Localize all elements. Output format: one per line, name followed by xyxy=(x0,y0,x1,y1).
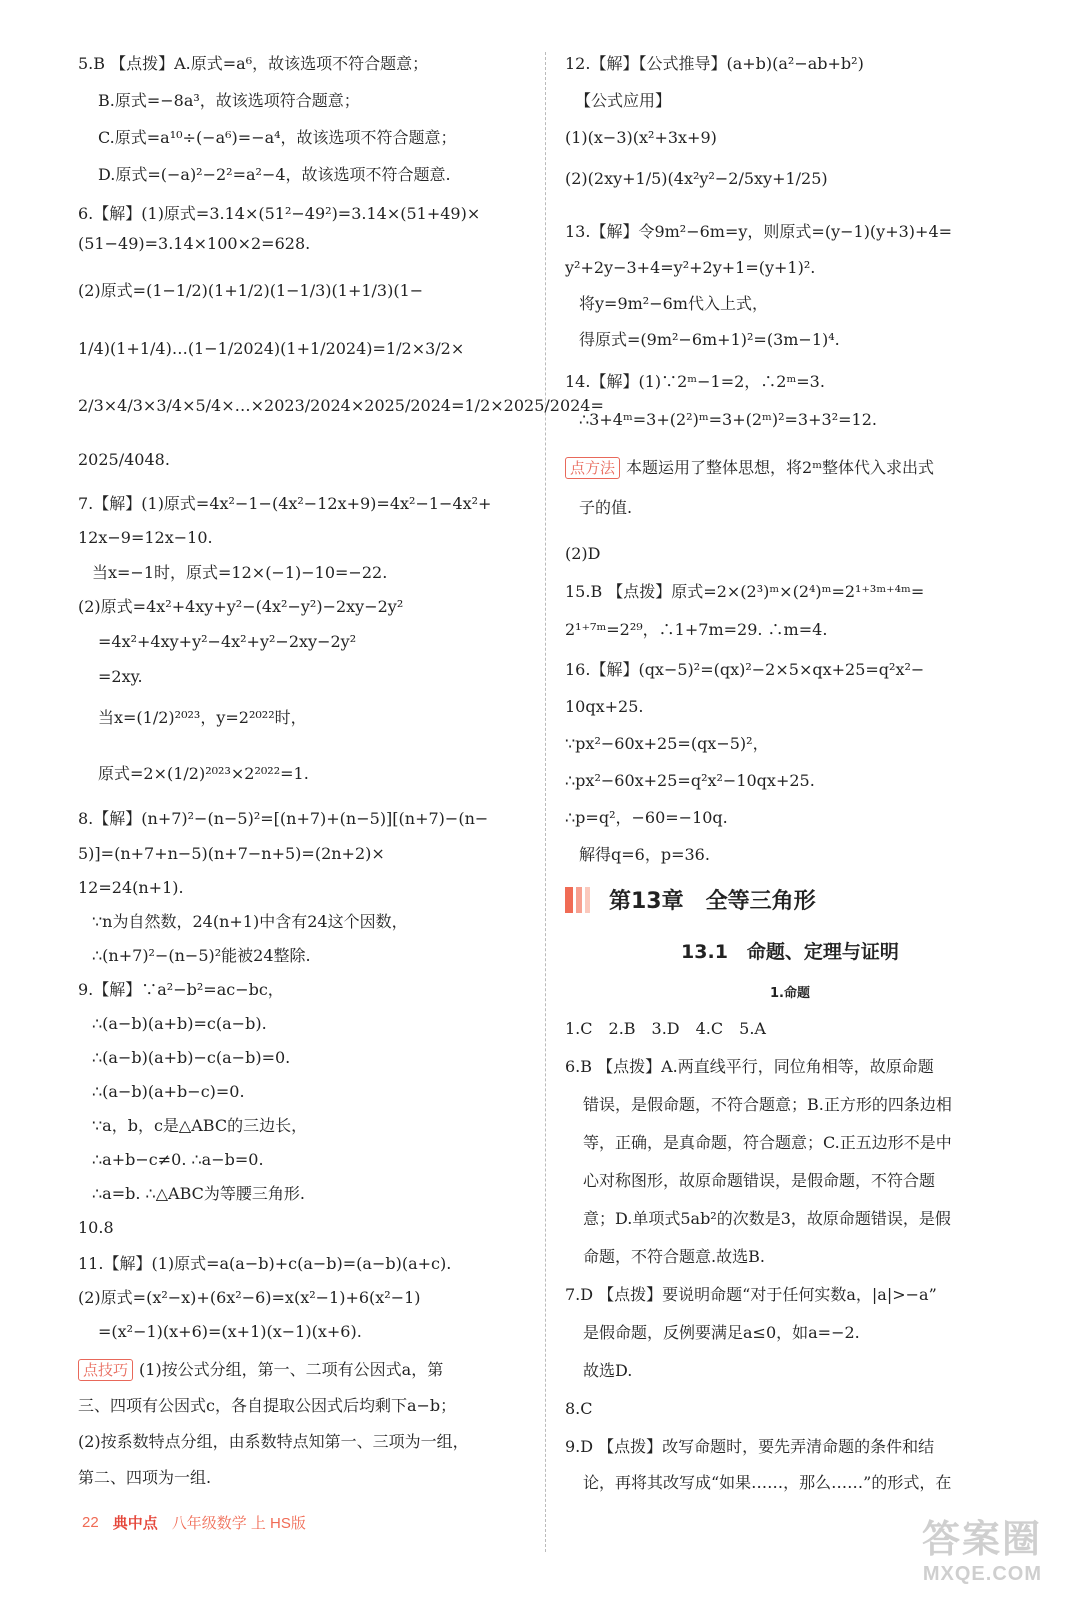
answer-line: 14.【解】(1)∵2ᵐ−1=2，∴2ᵐ=3. xyxy=(565,372,825,391)
answer-line: 13.【解】令9m²−6m=y，则原式=(y−1)(y+3)+4= xyxy=(565,222,953,241)
watermark-url: MXQE.COM xyxy=(922,1563,1042,1585)
answer-line: 5)]=(n+7+n−5)(n+7−n+5)=(2n+2)× xyxy=(78,844,385,863)
answer-line: 当x=(1/2)²⁰²³，y=2²⁰²²时， xyxy=(98,708,307,727)
chapter-title: 第13章 全等三角形 xyxy=(609,889,816,914)
watermark-title: 答案圈 xyxy=(921,1519,1042,1561)
answer-line: C.原式=a¹⁰÷(−a⁶)=−a⁴，故该选项不符合题意； xyxy=(98,128,457,147)
answer-line: =(x²−1)(x+6)=(x+1)(x−1)(x+6). xyxy=(98,1322,362,1341)
answer-line: 是假命题，反例要满足a≤0，如a=−2. xyxy=(583,1323,860,1342)
answer-line: 命题，不符合题意.故选B. xyxy=(583,1247,765,1266)
answer-line: 原式=2×(1/2)²⁰²³×2²⁰²²=1. xyxy=(98,764,309,783)
answer-line: (2)(2xy+1/5)(4x²y²−2/5xy+1/25) xyxy=(565,169,828,188)
answer-line xyxy=(565,456,934,480)
answer-line: 1.C 2.B 3.D 4.C 5.A xyxy=(565,1019,766,1038)
answer-line: 11.【解】(1)原式=a(a−b)+c(a−b)=(a−b)(a+c). xyxy=(78,1254,452,1273)
answer-line: 10.8 xyxy=(78,1218,114,1237)
chapter-marker-icon xyxy=(565,887,595,913)
answer-line: ∴a=b. ∴△ABC为等腰三角形. xyxy=(92,1184,305,1203)
answer-line: (2)原式=(x²−x)+(6x²−6)=x(x²−1)+6(x²−1) xyxy=(78,1288,421,1307)
answer-line: ∴3+4ᵐ=3+(2²)ᵐ=3+(2ᵐ)²=3+3²=12. xyxy=(579,410,877,429)
answer-line: ∴px²−60x+25=q²x²−10qx+25. xyxy=(565,771,815,790)
section-title: 13.1 命题、定理与证明 xyxy=(681,941,899,963)
tip-text: 本题运用了整体思想，将2ᵐ整体代入求出式 xyxy=(626,458,935,477)
answer-line: 9.D 【点拨】改写命题时，要先弄清命题的条件和结 xyxy=(565,1437,935,1456)
answer-line: 2¹⁺⁷ᵐ=2²⁹，∴1+7m=29. ∴m=4. xyxy=(565,620,828,639)
answer-line: 12x−9=12x−10. xyxy=(78,528,213,547)
answer-line: 6.B 【点拨】A.两直线平行，同位角相等，故原命题 xyxy=(565,1057,934,1076)
answer-line: B.原式=−8a³，故该选项符合题意； xyxy=(98,91,360,110)
answer-line: 心对称图形，故原命题错误，是假命题，不符合题 xyxy=(583,1171,936,1190)
answer-line: ∴(n+7)²−(n−5)²能被24整除. xyxy=(92,946,311,965)
answer-line: 9.【解】∵a²−b²=ac−bc， xyxy=(78,980,284,999)
chapter-heading xyxy=(565,884,1015,915)
watermark xyxy=(922,1508,1042,1586)
tip-text: (1)按公式分组，第一、二项有公因式a，第 xyxy=(139,1360,444,1379)
answer-line xyxy=(78,1358,443,1382)
answer-line: ∴(a−b)(a+b−c)=0. xyxy=(92,1082,245,1101)
answer-line: 论，再将其改写成“如果……，那么……”的形式，在 xyxy=(583,1473,952,1492)
answer-line: 7.【解】(1)原式=4x²−1−(4x²−12x+9)=4x²−1−4x²+ xyxy=(78,494,492,513)
answer-line: ∵a，b，c是△ABC的三边长， xyxy=(92,1116,308,1135)
answer-line: 故选D. xyxy=(583,1361,633,1380)
page-number: 22 xyxy=(82,1514,99,1531)
answer-line: 2/3×4/3×3/4×5/4×…×2023/2024×2025/2024=1/2×2025/2024= xyxy=(78,396,604,415)
answer-line: 8.【解】(n+7)²−(n−5)²=[(n+7)+(n−5)][(n+7)−(n− xyxy=(78,809,489,828)
answer-line: (1)(x−3)(x²+3x+9) xyxy=(565,128,717,147)
answer-line: 6.【解】(1)原式=3.14×(51²−49²)=3.14×(51+49)× xyxy=(78,204,481,223)
answer-line: ∴(a−b)(a+b)=c(a−b). xyxy=(92,1014,267,1033)
answer-line: 当x=−1时，原式=12×(−1)−10=−22. xyxy=(92,563,388,582)
answer-line: ∵n为自然数，24(n+1)中含有24这个因数， xyxy=(92,912,408,931)
tip-badge: 点方法 xyxy=(565,457,620,479)
answer-line: 三、四项有公因式c，各自提取公因式后均剩下a−b； xyxy=(78,1396,457,1415)
answer-line: 7.D 【点拨】要说明命题“对于任何实数a，|a|>−a” xyxy=(565,1285,937,1304)
answer-line: ∵px²−60x+25=(qx−5)²， xyxy=(565,734,769,753)
tip-badge: 点技巧 xyxy=(78,1359,133,1381)
answer-line: 1/4)(1+1/4)…(1−1/2024)(1+1/2024)=1/2×3/2× xyxy=(78,339,465,358)
answer-line: 等，正确，是真命题，符合题意；C.正五边形不是中 xyxy=(583,1133,952,1152)
answer-line: D.原式=(−a)²−2²=a²−4，故该选项不符合题意. xyxy=(98,165,451,184)
answer-line: 得原式=(9m²−6m+1)²=(3m−1)⁴. xyxy=(579,330,840,349)
answer-line: ∴a+b−c≠0. ∴a−b=0. xyxy=(92,1150,264,1169)
answer-line: 解得q=6，p=36. xyxy=(579,845,710,864)
answer-line: 15.B 【点拨】原式=2×(2³)ᵐ×(2⁴)ᵐ=2¹⁺³ᵐ⁺⁴ᵐ= xyxy=(565,582,925,601)
answer-line: 【公式应用】 xyxy=(575,91,672,110)
answer-line: y²+2y−3+4=y²+2y+1=(y+1)². xyxy=(565,258,816,277)
answer-line: 8.C xyxy=(565,1399,593,1418)
answer-line: (2)原式=4x²+4xy+y²−(4x²−y²)−2xy−2y² xyxy=(78,597,404,616)
column-divider xyxy=(545,52,546,1552)
answer-line: (2)按系数特点分组，由系数特点知第一、三项为一组， xyxy=(78,1432,469,1451)
answer-line: (51−49)=3.14×100×2=628. xyxy=(78,234,311,253)
answer-line: (2)D xyxy=(565,544,601,563)
answer-line: 子的值. xyxy=(579,498,633,517)
answer-line: 将y=9m²−6m代入上式， xyxy=(579,294,768,313)
answer-line: 16.【解】(qx−5)²=(qx)²−2×5×qx+25=q²x²− xyxy=(565,660,925,679)
answer-line: 2025/4048. xyxy=(78,450,170,469)
answer-line: ∴(a−b)(a+b)−c(a−b)=0. xyxy=(92,1048,291,1067)
answer-line: 错误，是假命题，不符合题意；B.正方形的四条边相 xyxy=(583,1095,952,1114)
answer-line: =4x²+4xy+y²−4x²+y²−2xy−2y² xyxy=(98,632,357,651)
answer-line: 第二、四项为一组. xyxy=(78,1468,212,1487)
subsection-title: 1.命题 xyxy=(770,986,810,1001)
answer-line: 12.【解】【公式推导】(a+b)(a²−ab+b²) xyxy=(565,54,864,73)
answer-line: 5.B 【点拨】A.原式=a⁶，故该选项不符合题意； xyxy=(78,54,429,73)
answer-line: ∴p=q²，−60=−10q. xyxy=(565,808,728,827)
answer-line: 10qx+25. xyxy=(565,697,644,716)
book-title: 八年级数学 上 HS版 xyxy=(171,1515,306,1532)
answer-line: =2xy. xyxy=(98,667,143,686)
answer-line: 12=24(n+1). xyxy=(78,878,184,897)
answer-line: (2)原式=(1−1/2)(1+1/2)(1−1/3)(1+1/3)(1− xyxy=(78,281,424,300)
brand-logo: 典中点 xyxy=(112,1515,158,1532)
page-footer xyxy=(82,1512,306,1533)
answer-line: 意；D.单项式5ab²的次数是3，故原命题错误，是假 xyxy=(583,1209,951,1228)
